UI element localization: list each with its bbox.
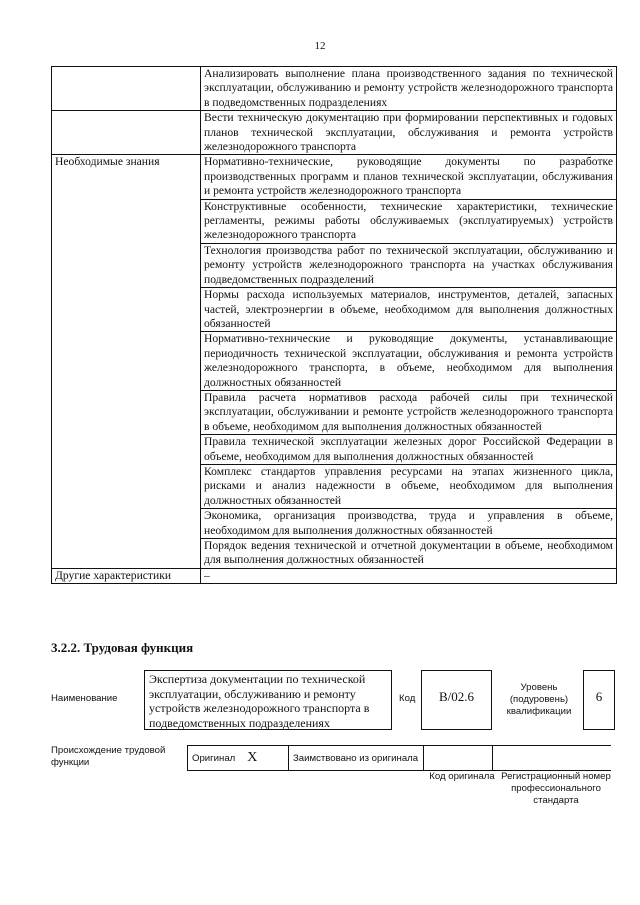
table-row: [52, 111, 617, 155]
knowledge-label: Необходимые знания: [52, 155, 201, 568]
page-number: 12: [314, 40, 326, 52]
table-cell: [201, 155, 617, 199]
knowledge-text: Порядок ведения технической и отчетной документации в объеме, необходимом для выполнения должностных обязанностей: [204, 539, 613, 567]
name-label: Наименование: [51, 693, 118, 704]
skill-text: Анализировать выполнение плана производственного задания по технической эксплуатации, обслуживанию и ремонту устройств железнодорожного транспорта в подведомственных подразделениях: [204, 67, 613, 109]
code-caption: Код оригинала: [429, 771, 495, 782]
table-row: [52, 568, 617, 583]
table-cell: [201, 67, 617, 111]
function-name-box: Экспертиза документации по технической эксплуатации, обслуживанию и ремонту устройств железнодорожного транспорта в подведомственных подразделениях: [144, 670, 392, 730]
table-cell: [201, 111, 617, 155]
knowledge-text: Нормы расхода используемых материалов, инструментов, деталей, запасных частей, электроэнергии в объеме, необходимом для выполнения должностных обязанностей: [204, 288, 613, 330]
level-label: Уровень (подуровень) квалификации: [506, 682, 572, 717]
empty-label-cell: [52, 111, 201, 155]
section-title: 3.2.2. Трудовая функция: [51, 640, 194, 655]
other-value: –: [201, 568, 617, 583]
table-row: [52, 155, 617, 199]
knowledge-table: [51, 66, 617, 584]
knowledge-text: Правила технической эксплуатации железных дорог Российской Федерации в объеме, необходимом для выполнения должностных обязанностей: [204, 435, 613, 463]
knowledge-text: Технология производства работ по технической эксплуатации, обслуживанию и ремонту устройств железнодорожного транспорта на участках обслуживания подведомственных подразделений: [204, 243, 613, 286]
original-code-cell: [424, 746, 493, 771]
table-cell: [201, 509, 617, 539]
knowledge-text: Нормативно-технические, руководящие документы по разработке производственных программ и планов технической эксплуатации, обслуживания и ремонта устройств железнодорожного транспорта: [204, 155, 613, 198]
knowledge-text: Комплекс стандартов управления ресурсами на этапах жизненного цикла, рисками и анализ надежности в объеме, необходимом для выполнения должностных обязанностей: [204, 464, 613, 507]
code-box: B/02.6: [421, 670, 492, 730]
table-cell: [201, 435, 617, 465]
empty-label-cell: [52, 67, 201, 111]
table-cell: [201, 199, 617, 243]
knowledge-text: Правила расчета нормативов расхода рабочей силы при технической эксплуатации, обслуживании и ремонте устройств железнодорожного транспорта в объеме, необходимом для выполнения должностных обязанностей: [204, 390, 613, 433]
table-cell: [201, 390, 617, 434]
original-cell: [188, 746, 289, 771]
reg-number-cell: [493, 746, 612, 771]
original-label: Оригинал: [192, 753, 236, 764]
table-cell: [201, 288, 617, 332]
origin-table: [187, 745, 611, 771]
knowledge-text: Конструктивные особенности, технические характеристики, технические регламенты, режимы работы обслуживаемых (эксплуатируемых) устройств железнодорожного транспорта: [204, 199, 613, 242]
table-cell: [201, 332, 617, 391]
table-cell: [201, 243, 617, 287]
level-box: 6: [583, 670, 615, 730]
code-label: Код: [399, 693, 416, 704]
reg-caption: Регистрационный номер профессионального стандарта: [501, 771, 611, 806]
skill-text: Вести техническую документацию при формировании перспективных и годовых планов технической эксплуатации, обслуживания и ремонта устройств железнодорожного транспорта: [204, 111, 613, 154]
table-row: [52, 67, 617, 111]
table-row: [188, 746, 612, 771]
origin-label: Происхождение трудовой функции: [51, 745, 166, 768]
knowledge-text: Экономика, организация производства, труда и управления в объеме, необходимом для выполнения должностных обязанностей: [204, 509, 613, 537]
other-label: Другие характеристики: [52, 568, 201, 583]
table-cell: [201, 464, 617, 508]
table-cell: [201, 539, 617, 569]
borrowed-label: Заимствовано из оригинала: [289, 746, 424, 771]
knowledge-text: Нормативно-технические и руководящие документы, устанавливающие периодичность технической эксплуатации, обслуживания и ремонта устройств железнодорожного транспорта, в объеме, необходимом для выполнения должностных обязанностей: [204, 332, 613, 389]
original-mark: X: [247, 750, 258, 765]
